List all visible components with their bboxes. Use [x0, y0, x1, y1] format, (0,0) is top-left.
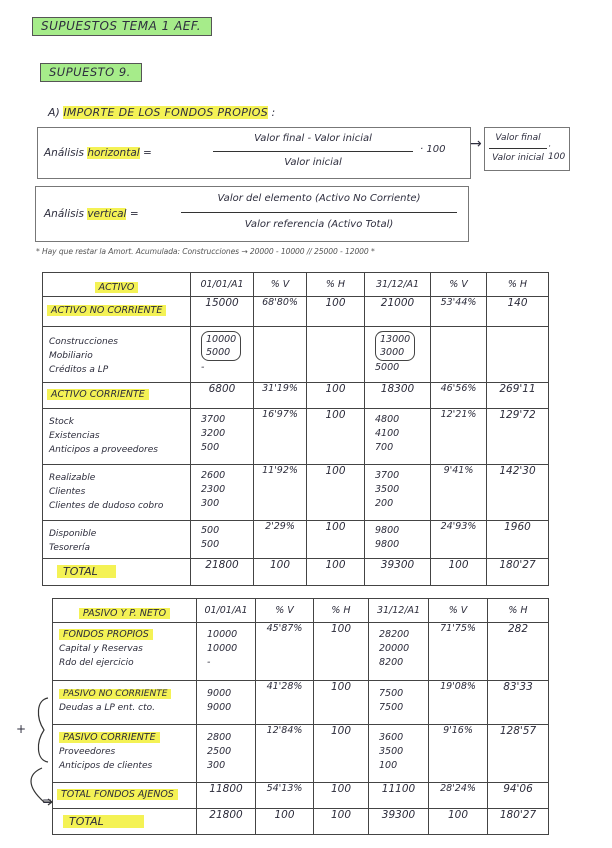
pc-v2: 3600 — [379, 732, 404, 743]
list-item: 3500 — [375, 484, 400, 495]
fp-values1-cell — [197, 623, 256, 681]
anc-ph1: 100 — [307, 297, 365, 327]
table-row — [43, 327, 549, 383]
activo-table — [42, 272, 549, 586]
disponible-pv1: 2'29% — [254, 521, 307, 559]
pnc-values1-cell — [197, 681, 256, 725]
activo-header-ph1: % H — [307, 273, 365, 297]
list-item: Rdo del ejercicio — [59, 658, 134, 668]
list-item: Deudas a LP ent. cto. — [59, 703, 155, 713]
tfa-label-cell: TOTAL FONDOS AJENOS — [53, 783, 197, 809]
side-fraction-line — [489, 148, 547, 149]
activo-header-ph2: % H — [487, 273, 549, 297]
realizable-pv2: 9'41% — [431, 465, 487, 521]
stock-values2-cell — [365, 409, 431, 465]
activo-total-pv2: 100 — [431, 559, 487, 586]
list-item: Disponible — [49, 529, 97, 539]
side-denominator: Valor inicial — [492, 153, 544, 163]
table-row — [53, 809, 549, 835]
pasivo-total-v1: 21800 — [197, 809, 256, 835]
pnc-v1: 9000 — [207, 688, 232, 699]
realizable-ph1: 100 — [307, 465, 365, 521]
stock-items-cell — [43, 409, 191, 465]
fp-values2-cell — [369, 623, 429, 681]
fp-v2: 28200 — [379, 629, 410, 640]
list-item: Realizable — [49, 473, 96, 483]
list-item: 9800 — [375, 539, 400, 550]
horizontal-fraction-line — [213, 151, 413, 152]
pnc-pv2: 19'08% — [429, 681, 488, 725]
disponible-pv2: 24'93% — [431, 521, 487, 559]
pasivo-header-pv2: % V — [429, 599, 488, 623]
list-item: 3200 — [201, 428, 226, 439]
anc-v2: 21000 — [365, 297, 431, 327]
ac-v2: 18300 — [365, 383, 431, 409]
side-numerator: Valor final — [495, 133, 541, 143]
list-item: 10000 — [206, 334, 237, 345]
list-item: 500 — [201, 442, 220, 453]
table-row — [53, 681, 549, 725]
fp-pv2: 71'75% — [429, 623, 488, 681]
list-item: 20000 — [379, 643, 410, 654]
list-item: Existencias — [49, 431, 100, 441]
pc-ph1: 100 — [314, 725, 369, 783]
list-item: 3700 — [201, 414, 226, 425]
pnc-label: PASIVO NO CORRIENTE — [59, 689, 171, 699]
activo-header-row — [43, 273, 549, 297]
stock-pv1: 16'97% — [254, 409, 307, 465]
fp-ph2: 282 — [488, 623, 549, 681]
section-heading — [48, 106, 275, 119]
arrow-icon: → — [470, 136, 482, 152]
fp-pv1: 45'87% — [256, 623, 314, 681]
list-item: 4800 — [375, 414, 400, 425]
list-item: Clientes de dudoso cobro — [49, 501, 164, 511]
pnc-v2: 7500 — [379, 688, 404, 699]
stock-ph1: 100 — [307, 409, 365, 465]
activo-total-v1: 21800 — [191, 559, 254, 586]
table-row — [43, 409, 549, 465]
anc-ph2: 140 — [487, 297, 549, 327]
list-item: Mobiliario — [49, 351, 93, 361]
table-row — [43, 465, 549, 521]
activo-header-label: ACTIVO — [43, 273, 191, 297]
vertical-label: Análisis vertical = — [44, 208, 139, 220]
horizontal-times: · 100 — [420, 144, 446, 155]
ac-label-cell: ACTIVO CORRIENTE — [43, 383, 191, 409]
tfa-v2: 11100 — [369, 783, 429, 809]
list-item: 3700 — [375, 470, 400, 481]
vertical-fraction-line — [181, 212, 457, 213]
activo-header-date2: 31/12/A1 — [365, 273, 431, 297]
table-row — [43, 559, 549, 586]
list-item: 500 — [201, 539, 220, 550]
list-item: 9000 — [207, 702, 232, 713]
stock-values1-cell — [191, 409, 254, 465]
horizontal-label: Análisis horizontal = — [44, 147, 152, 159]
empty-cell — [307, 327, 365, 383]
empty-cell — [254, 327, 307, 383]
realizable-ph2: 142'30 — [487, 465, 549, 521]
fp-v1: 10000 — [207, 629, 238, 640]
table-row — [53, 623, 549, 681]
section-title: IMPORTE DE LOS FONDOS PROPIOS — [63, 106, 268, 119]
table-row — [43, 521, 549, 559]
pasivo-total-pv1: 100 — [256, 809, 314, 835]
ac-pv2: 46'56% — [431, 383, 487, 409]
pasivo-table — [52, 598, 549, 835]
pc-pv1: 12'84% — [256, 725, 314, 783]
list-item: Anticipos de clientes — [59, 761, 153, 771]
activo-header-date1: 01/01/A1 — [191, 273, 254, 297]
pc-v1: 2800 — [207, 732, 232, 743]
list-item: 300 — [207, 760, 226, 771]
list-item: 100 — [379, 760, 398, 771]
pc-pv2: 9'16% — [429, 725, 488, 783]
tfa-ph1: 100 — [314, 783, 369, 809]
list-item: Créditos a LP — [49, 365, 109, 375]
disponible-items-cell — [43, 521, 191, 559]
list-item: Proveedores — [59, 747, 116, 757]
list-item: Anticipos a proveedores — [49, 445, 158, 455]
activo-total-pv1: 100 — [254, 559, 307, 586]
disponible-ph1: 100 — [307, 521, 365, 559]
pasivo-header-ph2: % H — [488, 599, 549, 623]
fp-label: FONDOS PROPIOS — [59, 629, 153, 640]
list-item: 5000 — [206, 347, 231, 358]
anc-v1: 15000 — [191, 297, 254, 327]
table-row — [53, 725, 549, 783]
fp-ph1: 100 — [314, 623, 369, 681]
activo-header-pv2: % V — [431, 273, 487, 297]
list-item: 200 — [375, 498, 394, 509]
side-times: · 100 — [548, 142, 566, 162]
amortization-note: * Hay que restar la Amort. Acumulada: Construcciones → 20000 - 10000 // 25000 - 12000 * — [36, 247, 375, 256]
disponible-values1-cell — [191, 521, 254, 559]
list-item: Clientes — [49, 487, 86, 497]
list-item: 3500 — [379, 746, 404, 757]
list-item: 700 — [375, 442, 394, 453]
stock-ph2: 129'72 — [487, 409, 549, 465]
anc-values1-cell — [191, 327, 254, 383]
stock-pv2: 12'21% — [431, 409, 487, 465]
realizable-items-cell — [43, 465, 191, 521]
list-item: 13000 — [380, 334, 411, 345]
bracket-plus: + — [16, 722, 27, 736]
pc-values2-cell — [369, 725, 429, 783]
pasivo-total-ph1: 100 — [314, 809, 369, 835]
tfa-ph2: 94'06 — [488, 783, 549, 809]
pasivo-header-row — [53, 599, 549, 623]
anc-items-cell — [43, 327, 191, 383]
activo-total-label-cell: TOTAL — [43, 559, 191, 586]
section-letter: A) — [48, 106, 60, 119]
pasivo-header-pv1: % V — [256, 599, 314, 623]
pc-values1-cell — [197, 725, 256, 783]
disponible-ph2: 1960 — [487, 521, 549, 559]
pasivo-total-ph2: 180'27 — [488, 809, 549, 835]
pnc-pv1: 41'28% — [256, 681, 314, 725]
realizable-pv1: 11'92% — [254, 465, 307, 521]
disponible-values2-cell — [365, 521, 431, 559]
activo-total-ph1: 100 — [307, 559, 365, 586]
pasivo-total-pv2: 100 — [429, 809, 488, 835]
pnc-ph2: 83'33 — [488, 681, 549, 725]
side-formula-box — [484, 127, 570, 171]
horizontal-denominator: Valor inicial — [284, 157, 342, 168]
pasivo-total-v2: 39300 — [369, 809, 429, 835]
pasivo-total-label-cell: TOTAL — [53, 809, 197, 835]
list-item: 4100 — [375, 428, 400, 439]
sum-bracket-icon — [14, 690, 54, 810]
pc-label: PASIVO CORRIENTE — [59, 732, 160, 743]
ac-ph2: 269'11 — [487, 383, 549, 409]
vertical-label-highlight: vertical — [87, 208, 127, 220]
list-item: 8200 — [379, 657, 404, 668]
list-item: - — [207, 657, 211, 668]
empty-cell — [431, 327, 487, 383]
pnc-values2-cell — [369, 681, 429, 725]
pnc-items-cell — [53, 681, 197, 725]
anc-label-cell: ACTIVO NO CORRIENTE — [43, 297, 191, 327]
pnc-ph1: 100 — [314, 681, 369, 725]
page-title: SUPUESTOS TEMA 1 AEF. — [32, 17, 212, 36]
pasivo-header-label: PASIVO Y P. NETO — [53, 599, 197, 623]
vertical-denominator: Valor referencia (Activo Total) — [244, 219, 394, 230]
horizontal-formula-box — [37, 127, 471, 179]
bracket-equals: = — [42, 794, 53, 808]
fp-items-cell — [53, 623, 197, 681]
activo-total-v2: 39300 — [365, 559, 431, 586]
table-row — [43, 383, 549, 409]
anc-values2-cell — [365, 327, 431, 383]
pasivo-header-ph1: % H — [314, 599, 369, 623]
list-item: Tesorería — [49, 543, 91, 553]
table-row — [53, 783, 549, 809]
ac-v1: 6800 — [191, 383, 254, 409]
exercise-title: SUPUESTO 9. — [40, 63, 142, 82]
pasivo-header-date1: 01/01/A1 — [197, 599, 256, 623]
list-item: 2600 — [201, 470, 226, 481]
list-item: 7500 — [379, 702, 404, 713]
horizontal-label-highlight: horizontal — [87, 147, 140, 159]
table-row — [43, 297, 549, 327]
ac-ph1: 100 — [307, 383, 365, 409]
list-item: 3000 — [380, 347, 405, 358]
tfa-pv1: 54'13% — [256, 783, 314, 809]
ac-pv1: 31'19% — [254, 383, 307, 409]
list-item: 9800 — [375, 525, 400, 536]
list-item: 300 — [201, 498, 220, 509]
pasivo-header-date2: 31/12/A1 — [369, 599, 429, 623]
horizontal-numerator: Valor final - Valor inicial — [254, 133, 372, 144]
tfa-v1: 11800 — [197, 783, 256, 809]
section-colon: : — [271, 106, 276, 119]
list-item: - — [201, 362, 205, 373]
list-item: Construcciones — [49, 337, 118, 347]
tfa-pv2: 28'24% — [429, 783, 488, 809]
list-item: Stock — [49, 417, 74, 427]
list-item: 10000 — [207, 643, 238, 654]
activo-header-pv1: % V — [254, 273, 307, 297]
list-item: 2500 — [207, 746, 232, 757]
anc-pv2: 53'44% — [431, 297, 487, 327]
vertical-formula-box — [35, 186, 469, 242]
list-item: 500 — [201, 525, 220, 536]
activo-total-ph2: 180'27 — [487, 559, 549, 586]
vertical-numerator: Valor del elemento (Activo No Corriente) — [217, 193, 421, 204]
realizable-values2-cell — [365, 465, 431, 521]
realizable-values1-cell — [191, 465, 254, 521]
empty-cell — [487, 327, 549, 383]
anc-pv1: 68'80% — [254, 297, 307, 327]
list-item: 5000 — [375, 362, 400, 373]
list-item: Capital y Reservas — [59, 644, 143, 654]
pc-ph2: 128'57 — [488, 725, 549, 783]
pc-items-cell — [53, 725, 197, 783]
list-item: 2300 — [201, 484, 226, 495]
